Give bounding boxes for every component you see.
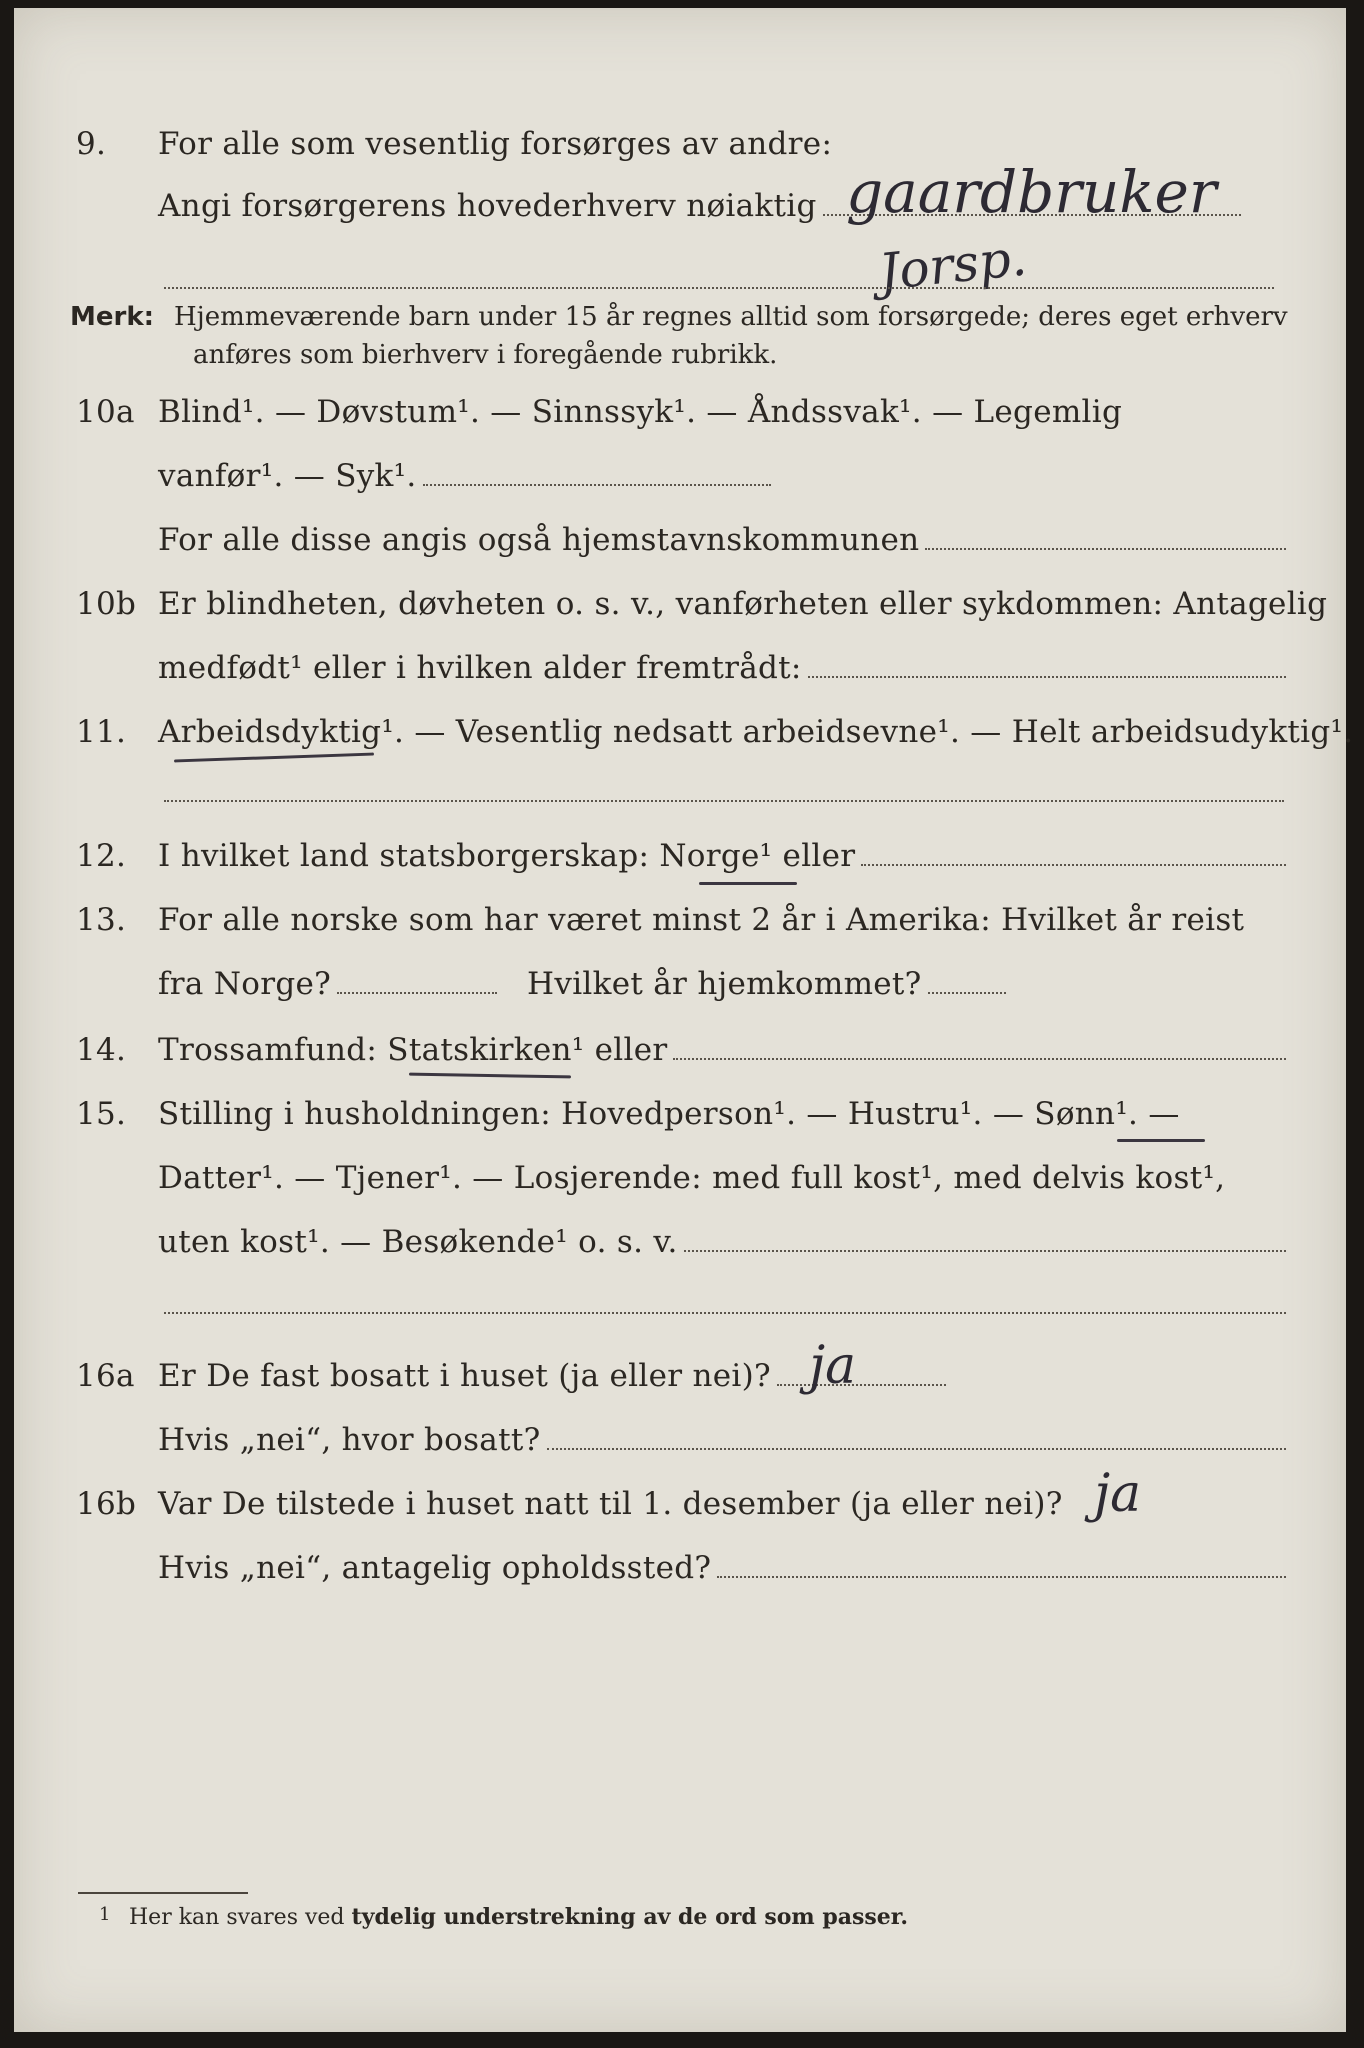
answer-line: [684, 1224, 1286, 1252]
question-text: I hvilket land statsborgerskap: Norge¹ eller: [158, 838, 856, 874]
question-text: fra Norge?: [158, 966, 332, 1002]
handwritten-answer-16b: ja: [1094, 1464, 1142, 1524]
question-number: 10b: [76, 586, 137, 622]
underline-mark: [1117, 1139, 1205, 1142]
question-text: uten kost¹. — Besøkende¹ o. s. v.: [158, 1224, 678, 1260]
answer-line: [673, 1032, 1286, 1060]
question-16b: [14, 1486, 1346, 1546]
question-text: For alle som vesentlig forsørges av andre:: [158, 126, 833, 162]
remark-label: Merk:: [70, 302, 155, 332]
question-text: Datter¹. — Tjener¹. — Losjerende: med full kost¹, med delvis kost¹,: [158, 1160, 1226, 1196]
answer-line: [164, 287, 1274, 289]
question-15-line3: [14, 1224, 1346, 1284]
question-number: 15.: [76, 1096, 127, 1132]
question-13-line2: [14, 966, 1346, 1026]
answer-line: [423, 458, 771, 486]
field-label: Angi forsørgerens hovederhverv nøiaktig: [158, 188, 817, 224]
handwritten-answer-place: Jorsp.: [876, 228, 1030, 302]
footnote: [99, 1904, 909, 1930]
answer-line: [164, 800, 1284, 802]
question-10b: [14, 586, 1346, 646]
question-text: vanfør¹. — Syk¹.: [158, 458, 417, 494]
question-number: 10a: [76, 394, 135, 430]
question-number: 12.: [76, 838, 127, 874]
answer-line: [717, 1550, 1286, 1578]
question-11: [14, 714, 1354, 774]
question-15-line2: [14, 1160, 1346, 1220]
question-text: Er De fast bosatt i huset (ja eller nei)?: [158, 1358, 771, 1394]
footnote-marker: 1: [99, 1904, 111, 1925]
answer-line: [337, 966, 497, 994]
question-text: Er blindheten, døvheten o. s. v., vanførheten eller sykdommen: Antagelig: [158, 586, 1328, 622]
question-15: [14, 1096, 1346, 1156]
question-10a-line2: [14, 458, 1346, 518]
handwritten-answer-occupation: gaardbruker: [846, 158, 1217, 226]
question-10a: [14, 394, 1346, 454]
answer-line: [861, 838, 1286, 866]
form-page: [14, 8, 1354, 2032]
underline-mark: [699, 882, 797, 885]
answer-line: [164, 1312, 1286, 1314]
question-text: Hvis „nei“, antagelig opholdssted?: [158, 1550, 712, 1586]
question-text: Arbeidsdyktig¹. — Vesentlig nedsatt arbeidsevne¹. — Helt arbeidsudyktig¹.: [158, 714, 1354, 750]
question-12: [14, 838, 1346, 898]
question-14: [14, 1032, 1346, 1092]
answer-line: [777, 1358, 946, 1386]
question-text: Stilling i husholdningen: Hovedperson¹. — Hustru¹. — Sønn¹. —: [158, 1096, 1180, 1132]
question-number: 9.: [76, 126, 107, 162]
question-10b-line2: [14, 650, 1346, 710]
question-number: 16a: [76, 1358, 135, 1394]
question-text: medfødt¹ eller i hvilken alder fremtrådt:: [158, 650, 802, 686]
remark-text-2: anføres som bierhverv i foregående rubrikk.: [193, 340, 778, 370]
question-13: [14, 902, 1346, 962]
answer-line: [547, 1422, 1286, 1450]
question-text: For alle disse angis også hjemstavnskommunen: [158, 522, 920, 558]
question-10a-line3: [14, 522, 1346, 582]
question-text: Var De tilstede i huset natt til 1. desember (ja eller nei)?: [158, 1486, 1063, 1522]
footnote-bold: tydelig understrekning av de ord som passer.: [351, 1904, 909, 1930]
answer-line: [928, 966, 1006, 994]
question-text: Blind¹. — Døvstum¹. — Sinnssyk¹. — Åndssvak¹. — Legemlig: [158, 394, 1123, 430]
question-number: 13.: [76, 902, 127, 938]
question-number: 11.: [76, 714, 127, 750]
remark: [70, 298, 1300, 374]
footnote-rule: [78, 1892, 248, 1894]
footnote-text: Her kan svares ved: [129, 1905, 345, 1930]
question-16a: [14, 1358, 1346, 1418]
remark-text-1: Hjemmeværende barn under 15 år regnes alltid som forsørgede; deres eget erhverv: [174, 302, 1288, 332]
question-text: For alle norske som har været minst 2 år i Amerika: Hvilket år reist: [158, 902, 1245, 938]
answer-line: [925, 522, 1286, 550]
answer-line: [808, 650, 1286, 678]
question-number: 16b: [76, 1486, 137, 1522]
question-text: Trossamfund: Statskirken¹ eller: [158, 1032, 668, 1068]
question-text: Hvis „nei“, hvor bosatt?: [158, 1422, 541, 1458]
handwritten-answer-16a: ja: [809, 1336, 857, 1396]
question-16b-line2: [14, 1550, 1346, 1610]
question-number: 14.: [76, 1032, 127, 1068]
question-text: Hvilket år hjemkommet?: [527, 966, 922, 1002]
question-16a-line2: [14, 1422, 1346, 1482]
